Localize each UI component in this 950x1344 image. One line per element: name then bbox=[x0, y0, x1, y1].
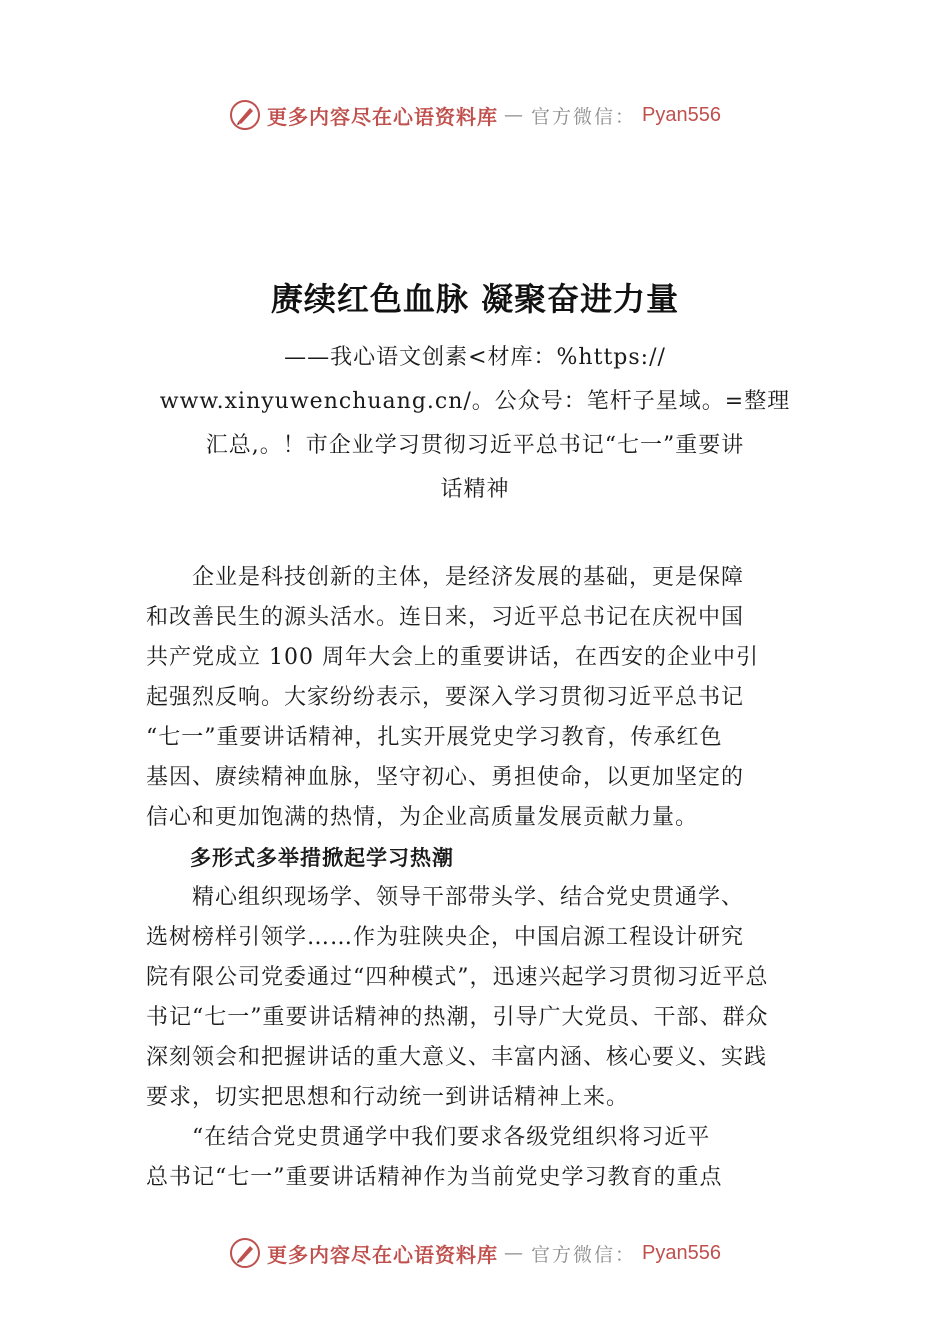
paragraph-line: 院有限公司党委通过“四种模式”，迅速兴起学习贯彻习近平总 bbox=[146, 965, 769, 990]
paragraph-2 bbox=[146, 878, 818, 1118]
paragraph-line: 企业是科技创新的主体，是经济发展的基础，更是保障 bbox=[146, 565, 745, 590]
paragraph-line: 基因、赓续精神血脉，坚守初心、勇担使命，以更加坚定的 bbox=[146, 765, 745, 790]
paragraph-line: “七一”重要讲话精神，扎实开展党史学习教育，传承红色 bbox=[146, 725, 723, 750]
section-heading: 多形式多举措掀起学习热潮 bbox=[146, 846, 454, 870]
banner-site-text: 更多内容尽在心语资料库 bbox=[267, 104, 498, 129]
document-body bbox=[146, 558, 818, 1198]
header-banner bbox=[0, 95, 950, 135]
subtitle-line: www.xinyuwenchuang.cn/。公众号：笔杆子星域。=整理 bbox=[159, 389, 791, 414]
paragraph-line: 信心和更加饱满的热情，为企业高质量发展贡献力量。 bbox=[146, 805, 699, 830]
paragraph-line: 深刻领会和把握讲话的重大意义、丰富内涵、核心要义、实践 bbox=[146, 1045, 768, 1070]
banner-dash: — bbox=[504, 1242, 525, 1264]
paragraph-line: 书记“七一”重要讲话精神的热潮，引导广大党员、干部、群众 bbox=[146, 1005, 769, 1030]
banner-site-text: 更多内容尽在心语资料库 bbox=[267, 1242, 498, 1267]
paragraph-line: 总书记“七一”重要讲话精神作为当前党史学习教育的重点 bbox=[146, 1165, 723, 1190]
banner-wechat-id: Pyan556 bbox=[642, 103, 721, 126]
paragraph-1 bbox=[146, 558, 818, 838]
paragraph-line: 和改善民生的源头活水。连日来，习近平总书记在庆祝中国 bbox=[146, 605, 745, 630]
paragraph-3 bbox=[146, 1118, 818, 1198]
paragraph-line: 起强烈反响。大家纷纷表示，要深入学习贯彻习近平总书记 bbox=[146, 685, 745, 710]
paragraph-line: “在结合党史贯通学中我们要求各级党组织将习近平 bbox=[146, 1125, 711, 1150]
paragraph-line: 要求，切实把思想和行动统一到讲话精神上来。 bbox=[146, 1085, 630, 1110]
paragraph-line: 共产党成立 100 周年大会上的重要讲话，在西安的企业中引 bbox=[146, 645, 759, 670]
banner-dash: — bbox=[504, 104, 525, 126]
banner-wechat-label: 官方微信： bbox=[531, 1243, 637, 1266]
footer-banner bbox=[0, 1233, 950, 1273]
paragraph-line: 精心组织现场学、领导干部带头学、结合党史贯通学、 bbox=[146, 885, 745, 910]
quill-pen-icon bbox=[229, 99, 261, 131]
document-subtitle bbox=[148, 336, 802, 512]
banner-wechat-label: 官方微信： bbox=[531, 105, 637, 128]
paragraph-line: 选树榜样引领学……作为驻陕央企，中国启源工程设计研究 bbox=[146, 925, 745, 950]
subtitle-line: 汇总,。！市企业学习贯彻习近平总书记“七一”重要讲 bbox=[205, 433, 745, 458]
subtitle-line: ——我心语文创素<材库：%https:// bbox=[284, 345, 666, 370]
banner-wechat-id: Pyan556 bbox=[642, 1241, 721, 1264]
subtitle-line: 话精神 bbox=[440, 477, 510, 502]
document-title: 赓续红色血脉 凝聚奋进力量 bbox=[270, 280, 680, 318]
quill-pen-icon bbox=[229, 1237, 261, 1269]
